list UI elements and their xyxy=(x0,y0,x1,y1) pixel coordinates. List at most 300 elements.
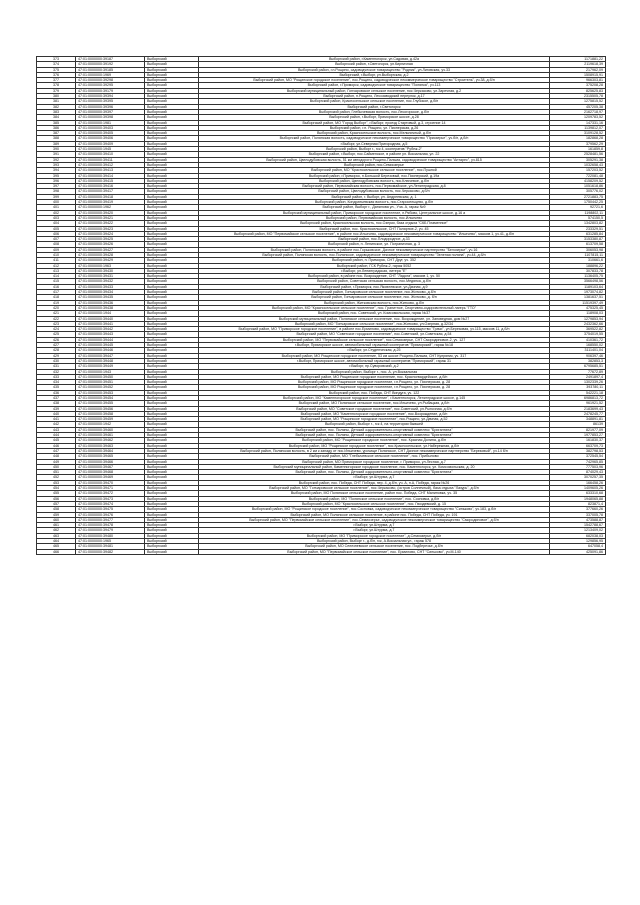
row-number-cell: 400 xyxy=(37,200,76,205)
cadastral-value-cell: 1275815,52 xyxy=(550,99,606,104)
cadastral-number-cell: 47:01:0000000:39409 xyxy=(76,141,145,146)
address-cell: Выборгский район, Выборг г., Данилова ул., Уча. А, гараж №9 xyxy=(199,205,550,210)
cadastral-number-cell: 47:01:0000000:1942 xyxy=(76,422,145,427)
cadastral-value-cell: 166458,26 xyxy=(550,480,606,485)
cadastral-value-cell: 348891,81 xyxy=(550,417,606,422)
table-body xyxy=(37,57,606,555)
district-cell: Выборгский xyxy=(145,125,199,130)
address-cell: Выборгский район, ГСК Рубеж-2, гараж 5052 xyxy=(199,263,550,268)
district-cell: Выборгский xyxy=(145,279,199,284)
cadastral-value-cell: 382853,3 xyxy=(550,358,606,363)
cadastral-value-cell: 168550,02 xyxy=(550,343,606,348)
row-number-cell: 452 xyxy=(37,475,76,480)
cadastral-value-cell: 631285,84 xyxy=(550,231,606,236)
row-number-cell: 399 xyxy=(37,194,76,199)
district-cell: Выборгский xyxy=(145,374,199,379)
district-cell: Выборгский xyxy=(145,491,199,496)
cadastral-number-cell: 47:01:0000000:39454 xyxy=(76,396,145,401)
address-cell: Выборгский район, МО "Город Выборг", г.Выборг, проезд Стартовый, д.3, строение 14 xyxy=(199,120,550,125)
district-cell: Выборгский xyxy=(145,406,199,411)
address-cell: Выборгский район, пос. Советский, ул. Комсомольская, гараж №37 xyxy=(199,311,550,316)
cadastral-value-cell: 4158209,52 xyxy=(550,178,606,183)
address-cell: Выборгский район, Красносельское волость, пос.Мельничный, д.б/н xyxy=(199,131,550,136)
cadastral-number-cell: 47:01:0000000:39421 xyxy=(76,215,145,220)
address-cell: Выборгский район, МО "Первомайское сельское поселение", пос. Ермилово, СНТ "Синьково", уч.М-140 xyxy=(199,549,550,554)
cadastral-number-cell: 47:01:0000000:39464 xyxy=(76,448,145,453)
address-cell: Выборгский район, г.Приморск, п.Большой Березовый, пос.Пионерский, д.19а xyxy=(199,173,550,178)
address-cell: Выборгский район, г.Выборг, Приморское шоссе, д.28 xyxy=(199,115,550,120)
district-cell: Выборгский xyxy=(145,523,199,528)
cadastral-value-cell: 382798,53 xyxy=(550,448,606,453)
cadastral-number-cell: 47:01:0000000:39418 xyxy=(76,194,145,199)
address-cell: Выборгский район, МО "Красносельское сельское поселение", пос. Гранитное, Спортивно-оздоровительный лагерь "ГТО" xyxy=(199,305,550,310)
cadastral-number-cell: 47:01:0000000:39470 xyxy=(76,480,145,485)
table-row xyxy=(37,549,606,554)
cadastral-number-cell: 47:01:0000000:39398 xyxy=(76,115,145,120)
cadastral-value-cell: 1171881,22 xyxy=(550,57,606,62)
address-cell: Выборгский район, МО "Рощинское городское поселение", пос.Рощино, садоводческое некоммерческое товарищество "Строитель", уч.38, д.б/н xyxy=(199,78,550,83)
cadastral-value-cell: 663709,73 xyxy=(550,443,606,448)
district-cell: Выборгский xyxy=(145,337,199,342)
row-number-cell: 396 xyxy=(37,178,76,183)
district-cell: Выборгский xyxy=(145,274,199,279)
district-cell: Выборгский xyxy=(145,544,199,549)
cadastral-value-cell: 2721883,75 xyxy=(550,194,606,199)
district-cell: Выборгский xyxy=(145,300,199,305)
row-number-cell: 436 xyxy=(37,390,76,395)
cadastral-number-cell: 47:01:0000000:39295 xyxy=(76,83,145,88)
address-cell: Выборгский район, МО "Первомайское сельское поселение", в районе пос.Ильичево, садоводческое некоммерческое товарищество "Ильичево", массив 1, уч.41, д.б/н xyxy=(199,231,550,236)
row-number-cell: 397 xyxy=(37,184,76,189)
cadastral-value-cell: 305776,02 xyxy=(550,189,606,194)
district-cell: Выборгский xyxy=(145,237,199,242)
address-cell: Выборгский район, пос. Поляны, Детский оздоровительно-спортивный комплекс "Бригантина" xyxy=(199,470,550,475)
address-cell: Выборгский район, Первомайская волость, пос.Первомайское, ул.Ленинградская, д.8 xyxy=(199,184,550,189)
address-cell: Выборгский район, п. Приморск, СНТ Друг, уч. 352 xyxy=(199,258,550,263)
cadastral-number-cell: 47:01:0000000:39453 xyxy=(76,390,145,395)
address-cell: Выборгский район, МО "Каменногорское городское поселение", г.Каменногорск, Ленинградское шоссе, д.145 xyxy=(199,396,550,401)
row-number-cell: 383 xyxy=(37,109,76,114)
row-number-cell: 454 xyxy=(37,486,76,491)
cadastral-number-cell: 47:01:0000000:39422 xyxy=(76,221,145,226)
address-cell: Выборгский район, Цвелодубовская волость, пос.Ключевое, д.б/н xyxy=(199,178,550,183)
district-cell: Выборгский xyxy=(145,459,199,464)
cadastral-value-cell: 457205,38 xyxy=(550,104,606,109)
cadastral-value-cell: 3566498,56 xyxy=(550,279,606,284)
cadastral-value-cell: 906397,46 xyxy=(550,353,606,358)
district-cell: Выборгский xyxy=(145,353,199,358)
district-cell: Выборгский xyxy=(145,252,199,257)
address-cell: Выборгский район, пос. Победа, СНТ Победа, пер. 4, д.б/н, уч. А, п.А, Победа, гараж №26 xyxy=(199,480,550,485)
cadastral-number-cell: 47:01:0000000:39460 xyxy=(76,427,145,432)
cadastral-number-cell: 47:01:0000000:39451 xyxy=(76,380,145,385)
cadastral-table xyxy=(36,56,606,555)
cadastral-value-cell: 310661,6 xyxy=(550,258,606,263)
cadastral-value-cell: 188896,22 xyxy=(550,263,606,268)
row-number-cell: 384 xyxy=(37,115,76,120)
row-number-cell: 379 xyxy=(37,88,76,93)
cadastral-value-cell: 3754019,55 xyxy=(550,332,606,337)
cadastral-number-cell: 47:01:0000000:39417 xyxy=(76,189,145,194)
row-number-cell: 444 xyxy=(37,433,76,438)
row-number-cell: 421 xyxy=(37,311,76,316)
cadastral-number-cell: 47:01:0000000:39434 xyxy=(76,290,145,295)
cadastral-value-cell: 3153380,87 xyxy=(550,237,606,242)
cadastral-number-cell: 47:01:0000000:39469 xyxy=(76,475,145,480)
district-cell: Выборгский xyxy=(145,486,199,491)
cadastral-value-cell: 118908,03 xyxy=(550,311,606,316)
row-number-cell: 405 xyxy=(37,226,76,231)
row-number-cell: 386 xyxy=(37,125,76,130)
district-cell: Выборгский xyxy=(145,247,199,252)
address-cell: г.Выборг, ул.Студенческая, д.25 xyxy=(199,348,550,353)
row-number-cell: 410 xyxy=(37,252,76,257)
row-number-cell: 406 xyxy=(37,231,76,236)
cadastral-number-cell: 47:01:0000000:39396 xyxy=(76,104,145,109)
address-cell: Выборгский район, МО Рощинское городское поселение, пос. Красногвардейское, д.б/н xyxy=(199,374,550,379)
cadastral-number-cell: 47:01:0000000:39425 xyxy=(76,237,145,242)
row-number-cell: 435 xyxy=(37,385,76,390)
district-cell: Выборгский xyxy=(145,501,199,506)
row-number-cell: 391 xyxy=(37,152,76,157)
row-number-cell: 417 xyxy=(37,290,76,295)
district-cell: Выборгский xyxy=(145,72,199,77)
row-number-cell: 424 xyxy=(37,327,76,332)
address-cell: Выборгский район, МО "Глебычевское сельское поселение", пос. Прибылово xyxy=(199,454,550,459)
address-cell: Выборгский район, Красносельская волость, пос.Озерки, база отдыха "СКБ Пламенное" xyxy=(199,221,550,226)
district-cell: Выборгский xyxy=(145,448,199,453)
cadastral-value-cell: 1213409,02 xyxy=(550,528,606,533)
cadastral-value-cell: 1032658,43 xyxy=(550,162,606,167)
cadastral-number-cell: 47:01:0000000:39442 xyxy=(76,327,145,332)
cadastral-value-cell: 379562,29 xyxy=(550,141,606,146)
district-cell: Выборгский xyxy=(145,162,199,167)
cadastral-number-cell: 47:01:0000000:39449 xyxy=(76,364,145,369)
cadastral-value-cell: 742965,85 xyxy=(550,459,606,464)
district-cell: Выборгский xyxy=(145,168,199,173)
address-cell: Выборгский район, п.Рощино, Лесозаводский переулок, д.17 xyxy=(199,94,550,99)
row-number-cell: 387 xyxy=(37,131,76,136)
cadastral-value-cell: 1977853,27 xyxy=(550,433,606,438)
cadastral-value-cell: 1973074,82 xyxy=(550,290,606,295)
district-cell: Выборгский xyxy=(145,141,199,146)
row-number-cell: 457 xyxy=(37,501,76,506)
address-cell: Выборгский район, г.Выборг, пос.Сайменское, в районе ул. Вокзальная, ул. 22 xyxy=(199,152,550,157)
cadastral-number-cell: 47:01:0000000:39410 xyxy=(76,152,145,157)
district-cell: Выборгский xyxy=(145,364,199,369)
district-cell: Выборгский xyxy=(145,88,199,93)
address-cell: Выборгский район, Цвелодубовская волость, пос.Черкасово, д.б/н xyxy=(199,189,550,194)
row-number-cell: 437 xyxy=(37,396,76,401)
row-number-cell: 415 xyxy=(37,279,76,284)
district-cell: Выборгский xyxy=(145,99,199,104)
district-cell: Выборгский xyxy=(145,120,199,125)
address-cell: Выборгский район, МО "Полянское сельское поселение", пос. Сосновка, д.б/н xyxy=(199,496,550,501)
address-cell: Выборгский район, г.Светогорск xyxy=(199,104,550,109)
district-cell: Выборгский xyxy=(145,184,199,189)
cadastral-value-cell: 3111401,04 xyxy=(550,348,606,353)
cadastral-number-cell: 47:01:0000000:1962 xyxy=(76,205,145,210)
address-cell: г.Выборг, ул.Северная Пригородная, д.5 xyxy=(199,141,550,146)
district-cell: Выборгский xyxy=(145,358,199,363)
cadastral-value-cell: 2119618,39 xyxy=(550,62,606,67)
district-cell: Выборгский xyxy=(145,417,199,422)
cadastral-value-cell: 1508915,91 xyxy=(550,72,606,77)
district-cell: Выборгский xyxy=(145,475,199,480)
row-number-cell: 426 xyxy=(37,337,76,342)
row-number-cell: 451 xyxy=(37,470,76,475)
cadastral-value-cell: 11519397,49 xyxy=(550,300,606,305)
district-cell: Выборгский xyxy=(145,109,199,114)
address-cell: Выборгский район, МО Полянское сельское поселение, в районе пос. Победа, СНТ Победа, уч. 191 xyxy=(199,512,550,517)
document-sheet xyxy=(36,56,605,555)
cadastral-value-cell: 2432362,66 xyxy=(550,321,606,326)
address-cell: г.Выборг, Приморское шоссе, автомобильный гаражный кооператив "Приморский", гараж №18 xyxy=(199,343,550,348)
row-number-cell: 375 xyxy=(37,67,76,72)
row-number-cell: 394 xyxy=(37,168,76,173)
cadastral-number-cell: 47:01:0000000:39435 xyxy=(76,295,145,300)
district-cell: Выборгский xyxy=(145,242,199,247)
cadastral-value-cell: 1107815,11 xyxy=(550,252,606,257)
district-cell: Выборгский xyxy=(145,258,199,263)
cadastral-number-cell: 47:01:0000000:39415 xyxy=(76,178,145,183)
address-cell: Выборгский район, Житковская волость, пос.Житково, д.б/н xyxy=(199,300,550,305)
row-number-cell: 401 xyxy=(37,205,76,210)
cadastral-number-cell: 47:01:0000000:1981 xyxy=(76,120,145,125)
cadastral-value-cell: 307833,78 xyxy=(550,268,606,273)
address-cell: Выборгский район, в районе пос. Возрождение, СНТ "Ладога", массив 1, уч. 50 xyxy=(199,274,550,279)
row-number-cell: 425 xyxy=(37,332,76,337)
district-cell: Выборгский xyxy=(145,343,199,348)
cadastral-number-cell: 47:01:0000000:39452 xyxy=(76,385,145,390)
district-cell: Выборгский xyxy=(145,433,199,438)
cadastral-number-cell: 47:01:0000000:39411 xyxy=(76,157,145,162)
district-cell: Выборгский xyxy=(145,94,199,99)
cadastral-value-cell: 633310,68 xyxy=(550,491,606,496)
cadastral-value-cell: 161859,8 xyxy=(550,147,606,152)
row-number-cell: 461 xyxy=(37,523,76,528)
row-number-cell: 429 xyxy=(37,353,76,358)
address-cell: г.Выборг, ул.Штурма, д.7 xyxy=(199,523,550,528)
cadastral-value-cell: 337005,78 xyxy=(550,512,606,517)
cadastral-value-cell: 375208,28 xyxy=(550,83,606,88)
cadastral-value-cell: 1542788,67 xyxy=(550,523,606,528)
cadastral-number-cell: 47:01:0000000:39474 xyxy=(76,501,145,506)
address-cell: Выборгский район, Выборг г., пос. А, ул.Вокзальная xyxy=(199,369,550,374)
cadastral-value-cell: 2478245,77 xyxy=(550,411,606,416)
address-cell: Выборгский муниципальный район, Полянское сельское поселение, пос. Возрождение, ул. Заповедная, дом №27 xyxy=(199,316,550,321)
row-number-cell: 442 xyxy=(37,422,76,427)
cadastral-number-cell: 47:01:0000000:39414 xyxy=(76,173,145,178)
cadastral-value-cell: 305291,38 xyxy=(550,157,606,162)
cadastral-number-cell: 47:01:0000000:39467 xyxy=(76,464,145,469)
address-cell: Выборгский район, МО "Рощинское городское поселение", пос.Рощино, ул.Дачная, д.52 xyxy=(199,417,550,422)
cadastral-number-cell: 47:01:0000000:39475 xyxy=(76,507,145,512)
district-cell: Выборгский xyxy=(145,78,199,83)
cadastral-number-cell: 47:01:0000000:39436 xyxy=(76,300,145,305)
address-cell: Выборгский район, пос.Плодородное, д.33 xyxy=(199,237,550,242)
address-cell: Выборгский, г.Выборг, ул.Выборгская, д.2 xyxy=(199,72,550,77)
cadastral-number-cell: 47:01:0000000:39413 xyxy=(76,168,145,173)
cadastral-value-cell: 77672,89 xyxy=(550,369,606,374)
address-cell: Выборгский район, МО Рощинское городское поселение, г.п.Рощино, ул. Пионерская, д. 28 xyxy=(199,380,550,385)
cadastral-value-cell: 1750442,25 xyxy=(550,200,606,205)
cadastral-number-cell: 47:01:0000000:1969 xyxy=(76,72,145,77)
row-number-cell: 404 xyxy=(37,221,76,226)
district-cell: Выборгский xyxy=(145,380,199,385)
cadastral-value-cell: 1342803,82 xyxy=(550,221,606,226)
row-number-cell: 465 xyxy=(37,544,76,549)
row-number-cell: 377 xyxy=(37,78,76,83)
district-cell: Выборгский xyxy=(145,157,199,162)
district-cell: Выборгский xyxy=(145,411,199,416)
cadastral-value-cell: 3109128,52 xyxy=(550,131,606,136)
district-cell: Выборгский xyxy=(145,427,199,432)
cadastral-value-cell: 182868,28 xyxy=(550,136,606,141)
district-cell: Выборгский xyxy=(145,221,199,226)
address-cell: Выборгский район, Гончаровское сельское поселение, пос. Житково, д. б/н xyxy=(199,295,550,300)
row-number-cell: 438 xyxy=(37,401,76,406)
row-number-cell: 388 xyxy=(37,136,76,141)
address-cell: г.Выборг, ул.Ленинградская, литера "Е" xyxy=(199,268,550,273)
district-cell: Выборгский xyxy=(145,512,199,517)
row-number-cell: 449 xyxy=(37,459,76,464)
cadastral-value-cell: 1051618,86 xyxy=(550,184,606,189)
cadastral-value-cell: 966303,81 xyxy=(550,78,606,83)
district-cell: Выборгский xyxy=(145,396,199,401)
district-cell: Выборгский xyxy=(145,390,199,395)
district-cell: Выборгский xyxy=(145,528,199,533)
cadastral-value-cell: 2315505,78 xyxy=(550,94,606,99)
address-cell: Выборгский район, МО Рощинское городское поселение, г.п.Рощино, ул. Пионерская, д. 28 xyxy=(199,385,550,390)
address-cell: Выборгский район, МО "Рощинское городское поселение", пос.Сосновка, садоводческое некоммерческое товарищество "Синьково", уч.183, д.б/н xyxy=(199,507,550,512)
row-number-cell: 447 xyxy=(37,448,76,453)
cadastral-value-cell: 129856,95 xyxy=(550,539,606,544)
district-cell: Выборгский xyxy=(145,438,199,443)
row-number-cell: 374 xyxy=(37,62,76,67)
address-cell: Выборгский район, г. Выборг, ул. Андреевская, д. 1 xyxy=(199,194,550,199)
row-number-cell: 382 xyxy=(37,104,76,109)
address-cell: г.Выборг, ул.Штурма, д.7 xyxy=(199,475,550,480)
cadastral-number-cell: 47:01:0000000:39419 xyxy=(76,200,145,205)
cadastral-number-cell: 47:01:0000000:39448 xyxy=(76,358,145,363)
cadastral-number-cell: 47:01:0000000:39450 xyxy=(76,374,145,379)
district-cell: Выборгский xyxy=(145,62,199,67)
cadastral-value-cell: 825625,83 xyxy=(550,88,606,93)
row-number-cell: 422 xyxy=(37,316,76,321)
address-cell: Выборгский район, Полянская волость, в районе пос.Горьковское, Дачное некоммерческое партнерство "Белозерье", уч.16 xyxy=(199,247,550,252)
address-cell: г.Выборг, пр.Суворовский, д.2 xyxy=(199,364,550,369)
row-number-cell: 446 xyxy=(37,443,76,448)
address-cell: Выборгский район, Гончаровское сельское поселение, пос.Житково, д.б/н xyxy=(199,290,550,295)
cadastral-number-cell: 47:01:0000000:39412 xyxy=(76,162,145,167)
row-number-cell: 419 xyxy=(37,300,76,305)
address-cell: Выборгский район, пос. Поляны, Детский оздоровительно-спортивный комплекс "Бригантина" xyxy=(199,433,550,438)
cadastral-number-cell: 47:01:0000000:1965 xyxy=(76,539,145,544)
cadastral-number-cell: 47:01:0000000:39445 xyxy=(76,343,145,348)
district-cell: Выборгский xyxy=(145,480,199,485)
address-cell: Выборгский район, Полянская волость, в 2 км к западу от пос.Ильичево, урочище Полянское, СНТ Дачное некоммерческое партнерство "Березовый", уч.14 б/н xyxy=(199,448,550,453)
cadastral-number-cell: 47:01:0000000:39477 xyxy=(76,517,145,522)
row-number-cell: 453 xyxy=(37,480,76,485)
address-cell: Выборгский район, г.п. Рощино, ул. Пионерская, д.26 xyxy=(199,125,550,130)
cadastral-number-cell: 47:01:0000000:39444 xyxy=(76,337,145,342)
district-cell: Выборгский xyxy=(145,200,199,205)
address-cell: Выборгский район, Советская сельская волость, пос.Медянка, д.б/н xyxy=(199,279,550,284)
cadastral-value-cell: 1948065,88 xyxy=(550,496,606,501)
cadastral-value-cell: 2528481,56 xyxy=(550,152,606,157)
row-number-cell: 395 xyxy=(37,173,76,178)
cadastral-number-cell: 47:01:0000000:39482 xyxy=(76,549,145,554)
row-number-cell: 414 xyxy=(37,274,76,279)
district-cell: Выборгский xyxy=(145,290,199,295)
cadastral-value-cell: 157203,52 xyxy=(550,168,606,173)
row-number-cell: 459 xyxy=(37,512,76,517)
district-cell: Выборгский xyxy=(145,348,199,353)
address-cell: Выборгский район, МО Полянское сельское поселение, район пос. Победа, СНТ Малиновка, уч. 35 xyxy=(199,491,550,496)
address-cell: Выборгский район, Полянская волость, пос.Полянское, садоводческое некоммерческое товарищество "Зеленая поляна", уч.44, д.б/н xyxy=(199,252,550,257)
cadastral-number-cell: 47:01:0000000:39446 xyxy=(76,348,145,353)
cadastral-number-cell: 47:01:0000000:1944 xyxy=(76,311,145,316)
cadastral-number-cell: 47:01:0000000:39429 xyxy=(76,258,145,263)
district-cell: Выборгский xyxy=(145,443,199,448)
district-cell: Выборгский xyxy=(145,205,199,210)
address-cell: Выборгский район, Красносельское сельское поселение, пос.Глубокое, д.б/н xyxy=(199,99,550,104)
cadastral-number-cell: 47:01:0000000:39447 xyxy=(76,353,145,358)
row-number-cell: 443 xyxy=(37,427,76,432)
cadastral-value-cell: 377660,26 xyxy=(550,507,606,512)
row-number-cell: 376 xyxy=(37,72,76,77)
row-number-cell: 462 xyxy=(37,528,76,533)
district-cell: Выборгский xyxy=(145,147,199,152)
row-number-cell: 393 xyxy=(37,162,76,167)
address-cell: Выборгский район, г.Светогорск, ул.Кирпичная xyxy=(199,62,550,67)
cadastral-value-cell: 410361,72 xyxy=(550,337,606,342)
address-cell: Выборгский район, п. Ленинское, ул. Пограничная, д. 3 xyxy=(199,242,550,247)
address-cell: Выборгский район, МО "Первомайское сельское поселение", пос.Семиозерье, садоводческое некоммерческое товарищество "Смородиновое", д.б/н xyxy=(199,517,550,522)
row-number-cell: 448 xyxy=(37,454,76,459)
district-cell: Выборгский xyxy=(145,533,199,538)
cadastral-value-cell: 874029,43 xyxy=(550,470,606,475)
cadastral-number-cell: 47:01:0000000:39394 xyxy=(76,94,145,99)
cadastral-value-cell: 821977,09 xyxy=(550,427,606,432)
district-cell: Выборгский xyxy=(145,311,199,316)
cadastral-number-cell: 47:01:0000000:39479 xyxy=(76,528,145,533)
address-cell: Выборгский район, МО "Первомайское сельское поселение", пос.Семиозерье, СНТ Смородиновое-2, уч. 127 xyxy=(199,337,550,342)
district-cell: Выборгский xyxy=(145,385,199,390)
address-cell: Выборгский муниципальный район, Гончаровское сельское поселение, пос.Черкасово, ул.Заречная, д.2 xyxy=(199,88,550,93)
cadastral-value-cell: 1209783,52 xyxy=(550,115,606,120)
address-cell: Выборгский район, Выборг г., гск 4, на территории бывшей xyxy=(199,422,550,427)
address-cell: Выборгский район, МО "Приморское городское поселение", в районе пос.Ермилово, садоводческое товарищество "Грачи", ул.Березовая, уч.115, массив 11, д.б/н xyxy=(199,327,550,332)
cadastral-number-cell: 47:01:0000000:39432 xyxy=(76,279,145,284)
row-number-cell: 433 xyxy=(37,374,76,379)
cadastral-number-cell: 47:01:0000000:39397 xyxy=(76,109,145,114)
cadastral-number-cell: 47:01:0000000:39423 xyxy=(76,226,145,231)
address-cell: Выборгский муниципальный район, Каменногорское городское поселение, пос. Каменногорск, ул. Комсомольская, д. 20 xyxy=(199,464,550,469)
district-cell: Выборгский xyxy=(145,178,199,183)
row-number-cell: 378 xyxy=(37,83,76,88)
cadastral-value-cell: 1381637,51 xyxy=(550,295,606,300)
address-cell: Выборгский район, МО Приморское городское поселение, г. Приморск, ул.Лесная, д.7 xyxy=(199,459,550,464)
row-number-cell: 464 xyxy=(37,539,76,544)
address-cell: Выборгский район, г.Приморск, садоводческое товарищество "Полянка", уч.113 xyxy=(199,83,550,88)
cadastral-number-cell: 47:01:0000000:39476 xyxy=(76,512,145,517)
cadastral-number-cell: 47:01:0000000:1945 xyxy=(76,147,145,152)
address-cell: г.Выборг, ул.Штурма, д.7 xyxy=(199,528,550,533)
district-cell: Выборгский xyxy=(145,104,199,109)
address-cell: Выборгский район, МО "Красносельское сельское поселение", пос. Гвоздевский, д. 15 xyxy=(199,501,550,506)
